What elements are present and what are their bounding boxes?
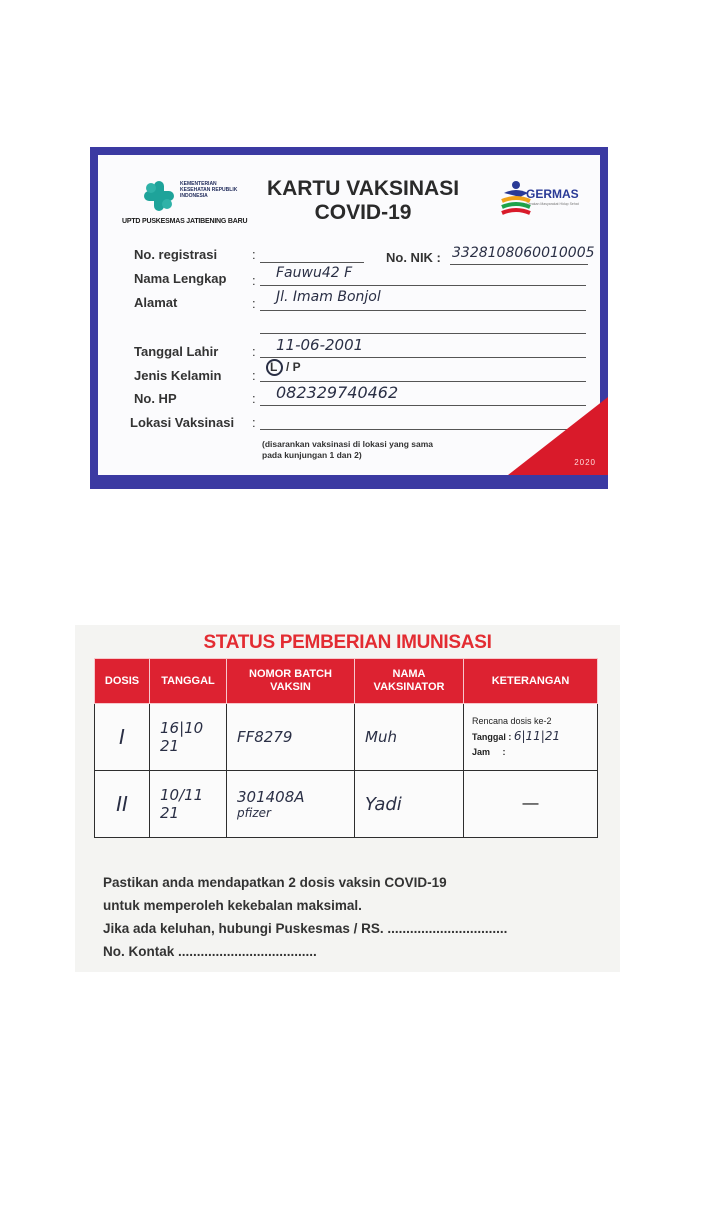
vaksinator-cell: Muh	[355, 704, 464, 771]
tanggal-cell: 10/11 21	[150, 771, 227, 838]
year-label: 2020	[574, 458, 596, 467]
hp-label: No. HP	[134, 391, 177, 406]
ministry-text: KEMENTERIAN KESEHATAN REPUBLIK INDONESIA	[180, 181, 238, 199]
nik-value: 3328108060010005	[452, 245, 595, 261]
table-header-row	[95, 659, 598, 704]
nik-line	[450, 264, 588, 265]
vaccination-card-front	[90, 147, 608, 489]
ket-tanggal-label: Tanggal :	[472, 732, 512, 742]
vaccine-brand: pfizer	[237, 806, 271, 820]
keterangan-cell	[464, 704, 598, 771]
header-batch: NOMOR BATCH VAKSIN	[227, 659, 355, 704]
dosis-cell: II	[95, 771, 150, 838]
header-dosis: DOSIS	[95, 659, 150, 704]
jenis-kelamin-l: L	[270, 360, 278, 374]
batch-number: 301408A	[237, 788, 305, 806]
colon: :	[252, 344, 256, 359]
registrasi-line	[260, 262, 364, 263]
immunization-table	[94, 658, 598, 838]
immunization-status-title: STATUS PEMBERIAN IMUNISASI	[203, 632, 492, 653]
footer-text	[103, 871, 507, 963]
note-line1: (disarankan vaksinasi di lokasi yang sama	[262, 439, 434, 449]
note-line2: pada kunjungan 1 dan 2)	[262, 450, 362, 460]
colon: :	[252, 273, 256, 288]
ket-next-dose: Rencana dosis ke-2	[472, 716, 552, 726]
colon: :	[252, 296, 256, 311]
colon: :	[252, 415, 256, 430]
germas-subtitle: Gerakan Masyarakat Hidup Sehat	[526, 202, 579, 206]
vaccination-card-back	[75, 625, 620, 972]
nik-label: No. NIK :	[386, 250, 441, 265]
footer-line4: No. Kontak .....................................	[103, 944, 317, 959]
location-note	[262, 439, 433, 461]
kemenkes-logo-icon	[142, 179, 176, 213]
footer-line2: untuk memperoleh kekebalan maksimal.	[103, 898, 362, 913]
tanggal-cell: 16|10 21	[150, 704, 227, 771]
table-row	[95, 771, 598, 838]
vaksinator-cell: Yadi	[355, 771, 464, 838]
keterangan-cell: —	[464, 771, 598, 838]
batch-cell: FF8279	[227, 704, 355, 771]
header-keterangan: KETERANGAN	[464, 659, 598, 704]
puskesmas-name: UPTD PUSKESMAS JATIBENING BARU	[122, 218, 248, 225]
header-tanggal: TANGGAL	[150, 659, 227, 704]
colon: :	[252, 247, 256, 262]
germas-logo-icon	[498, 177, 584, 225]
ket-tanggal-value: 6|11|21	[513, 729, 561, 743]
table-row	[95, 704, 598, 771]
germas-word: GERMAS	[526, 187, 579, 201]
card-title-line1: KARTU VAKSINASI	[266, 177, 460, 200]
dosis-cell: I	[95, 704, 150, 771]
footer-line3: Jika ada keluhan, hubungi Puskesmas / RS. ................................	[103, 921, 508, 936]
jenis-kelamin-label: Jenis Kelamin	[134, 368, 222, 383]
colon: :	[252, 391, 256, 406]
alamat-line	[260, 310, 586, 311]
jenis-kelamin-line	[260, 381, 586, 382]
lokasi-label: Lokasi Vaksinasi	[130, 415, 235, 430]
header-vaksinator: NAMA VAKSINATOR	[355, 659, 464, 704]
ket-jam-label: Jam :	[472, 747, 506, 757]
tanggal-lahir-line	[260, 357, 586, 358]
card-title-line2: COVID-19	[314, 201, 412, 224]
footer-line1: Pastikan anda mendapatkan 2 dosis vaksin COVID-19	[103, 875, 447, 890]
colon: :	[252, 368, 256, 383]
alamat-value: Jl. Imam Bonjol	[276, 289, 381, 305]
card-title	[248, 177, 478, 225]
nama-line	[260, 285, 586, 286]
batch-cell	[227, 771, 355, 838]
registrasi-label: No. registrasi	[134, 247, 218, 262]
alamat-line-2	[260, 333, 586, 334]
nama-label: Nama Lengkap	[134, 271, 227, 286]
jenis-kelamin-p: / P	[286, 360, 301, 374]
hp-value: 082329740462	[276, 383, 399, 402]
alamat-label: Alamat	[134, 295, 178, 310]
tanggal-lahir-label: Tanggal Lahir	[134, 344, 219, 359]
nama-value: Fauwu42 F	[276, 265, 353, 281]
tanggal-lahir-value: 11-06-2001	[276, 336, 364, 354]
